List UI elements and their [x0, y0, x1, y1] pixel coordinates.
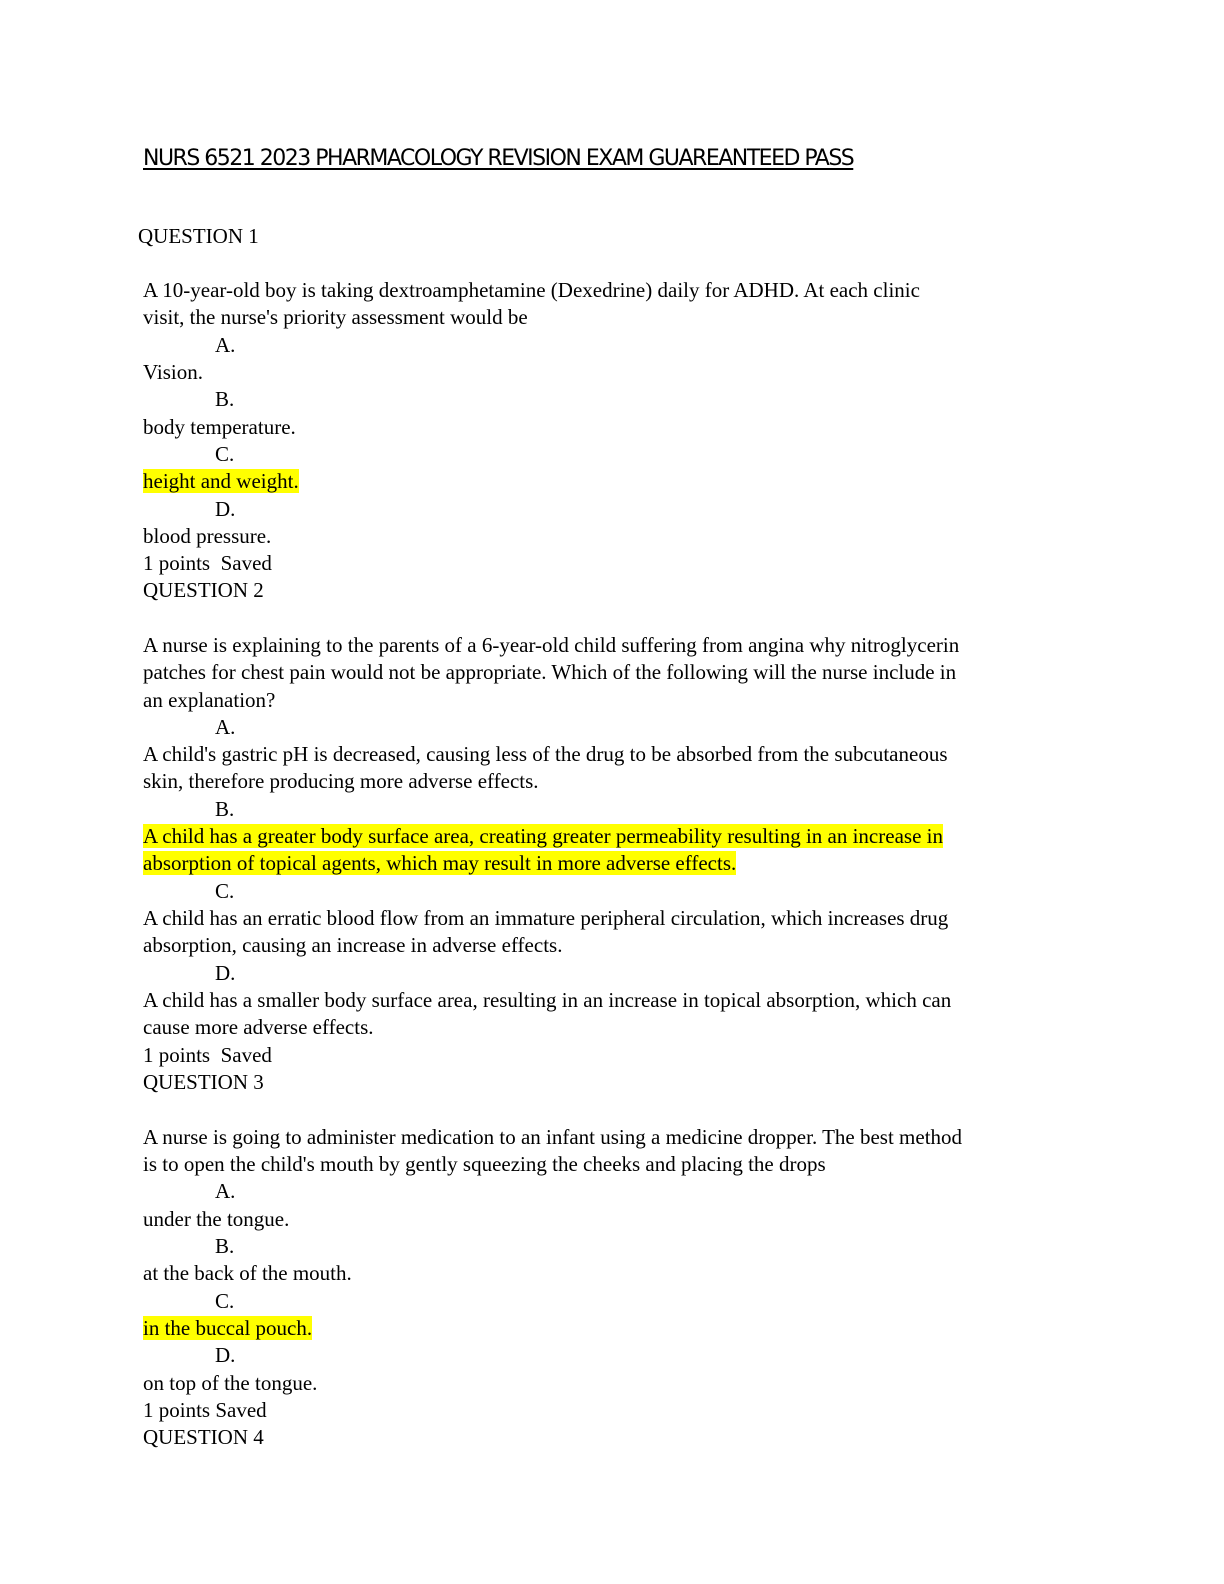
question-3-stem-line-1: A nurse is going to administer medication to an infant using a medicine dropper. The best method	[143, 1125, 963, 1149]
question-3-status: 1 points Saved	[143, 1398, 267, 1422]
question-2-option-b-answer-line-1	[143, 823, 943, 850]
question-2-stem-line-2: patches for chest pain would not be appropriate. Which of the following will the nurse include in	[143, 660, 957, 684]
question-1-option-b-letter: B.	[215, 387, 235, 411]
question-2-option-c-text-line-1: A child has an erratic blood flow from an immature peripheral circulation, which increases drug	[143, 906, 949, 930]
question-2-option-d-text-line-1: A child has a smaller body surface area, resulting in an increase in topical absorption, which can	[143, 988, 952, 1012]
document-title: NURS 6521 2023 PHARMACOLOGY REVISION EXAM GUAREANTEED PASS	[143, 146, 854, 171]
question-3-option-c-letter: C.	[215, 1289, 235, 1313]
answer-highlight: in the buccal pouch.	[143, 1316, 313, 1340]
question-2-option-a-text-line-2: skin, therefore producing more adverse effects.	[143, 769, 539, 793]
question-4-heading: QUESTION 4	[143, 1425, 264, 1449]
answer-highlight: A child has a greater body surface area, creating greater permeability resulting in an increase in	[143, 824, 943, 848]
answer-highlight: height and weight.	[143, 469, 299, 493]
question-1-option-a-text: Vision.	[143, 360, 203, 384]
question-1-option-a-letter: A.	[215, 333, 236, 357]
question-3-option-b-letter: B.	[215, 1234, 235, 1258]
question-2-option-d-text-line-2: cause more adverse effects.	[143, 1015, 374, 1039]
question-1-stem-line-2: visit, the nurse's priority assessment would be	[143, 305, 528, 329]
question-2-stem-line-3: an explanation?	[143, 688, 276, 712]
question-2-heading: QUESTION 2	[143, 578, 264, 602]
question-2-option-b-answer-line-2	[143, 850, 736, 877]
question-2-option-a-text-line-1: A child's gastric pH is decreased, causing less of the drug to be absorbed from the subcutaneous	[143, 742, 948, 766]
question-2-option-d-letter: D.	[215, 961, 236, 985]
question-1-option-c-answer	[143, 468, 299, 495]
question-1-option-d-text: blood pressure.	[143, 524, 272, 548]
question-3-stem-line-2: is to open the child's mouth by gently squeezing the cheeks and placing the drops	[143, 1152, 826, 1176]
question-2-stem-line-1: A nurse is explaining to the parents of a 6-year-old child suffering from angina why nitroglycerin	[143, 633, 960, 657]
question-2-option-c-letter: C.	[215, 879, 235, 903]
question-3-heading: QUESTION 3	[143, 1070, 264, 1094]
question-2-status: 1 points Saved	[143, 1043, 272, 1067]
question-1-option-d-letter: D.	[215, 497, 236, 521]
question-1-option-b-text: body temperature.	[143, 415, 296, 439]
question-3-option-a-text: under the tongue.	[143, 1207, 290, 1231]
question-3-option-d-text: on top of the tongue.	[143, 1371, 318, 1395]
question-3-option-a-letter: A.	[215, 1179, 236, 1203]
question-1-status: 1 points Saved	[143, 551, 272, 575]
question-3-option-d-letter: D.	[215, 1343, 236, 1367]
question-1-heading: QUESTION 1	[138, 224, 259, 248]
question-3-option-c-answer	[143, 1315, 312, 1342]
question-2-option-b-letter: B.	[215, 797, 235, 821]
question-2-option-c-text-line-2: absorption, causing an increase in adverse effects.	[143, 933, 563, 957]
question-1-option-c-letter: C.	[215, 442, 235, 466]
question-2-option-a-letter: A.	[215, 715, 236, 739]
answer-highlight: absorption of topical agents, which may result in more adverse effects.	[143, 851, 737, 875]
question-3-option-b-text: at the back of the mouth.	[143, 1261, 352, 1285]
question-1-stem-line-1: A 10-year-old boy is taking dextroamphetamine (Dexedrine) daily for ADHD. At each clinic	[143, 278, 920, 302]
